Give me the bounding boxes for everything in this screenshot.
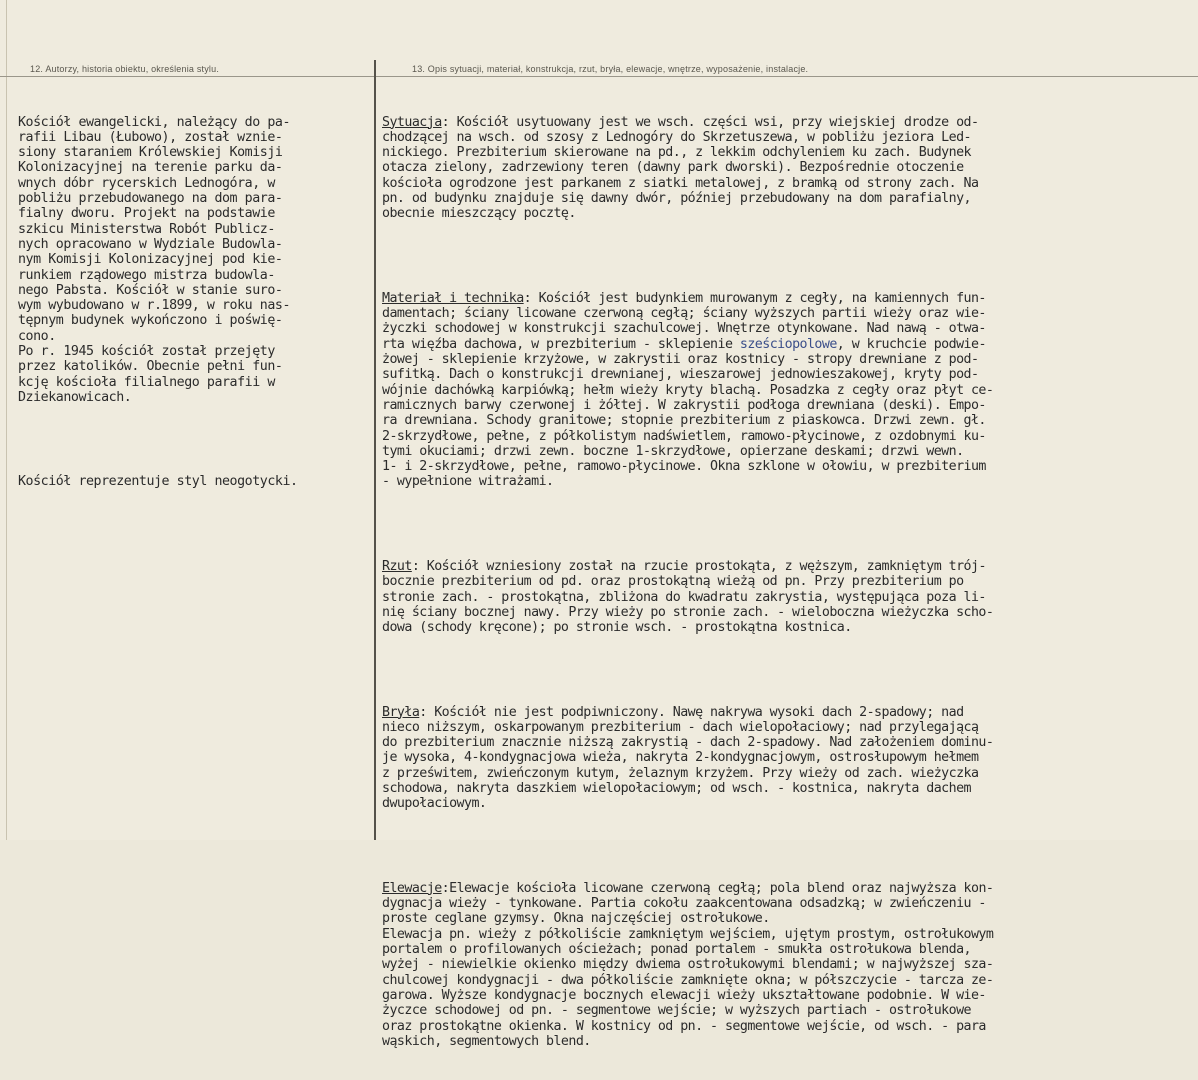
history-column <box>18 84 370 520</box>
material-highlight: sześciopolowe <box>739 336 837 352</box>
material-text-a: : Kościół jest budynkiem murowanym z cegły, na kamiennych fun- damentach; ściany licowane czerwoną cegłą; ściany wyższych partii wieży oraz wie- życzki schodowej w konstrukcji szachulcowej. Wnętrze otynkowane. Nad nawą - otwa- rta więźba dachowa, w prezbiterium - sklepienie <box>382 290 986 352</box>
section-bryla <box>382 705 1194 812</box>
material-heading: Materiał i technika <box>382 290 524 306</box>
section-rzut <box>382 559 1194 635</box>
field-12-header: 12. Autorzy, historia obiektu, określenia stylu. <box>30 64 220 74</box>
rzut-heading: Rzut <box>382 558 412 574</box>
section-elewacje <box>382 881 1194 1049</box>
spacer <box>382 520 1194 528</box>
sytuacja-text: : Kościół usytuowany jest we wsch. części wsi, przy wiejskiej drodze od- chodzącej na wsch. od szosy z Lednogóry do Skrzetuszewa, w pobliżu jeziora Led- nickiego. Prezbiterium skierowane na pd., z lekkim odchyleniem ku zach. Budynek otacza zielony, zadrzewiony teren (dawny park dworski). Bezpośrednie otoczenie kościoła ogrodzone jest parkanem z siatki metalowej, z bramką od strony zach. Na pn. od budynku znajduje się dawny dwór, później przebudowany na dom parafialny, obecnie mieszczący pocztę. <box>382 114 979 222</box>
elewacje-heading: Elewacje <box>382 880 442 896</box>
spacer <box>382 252 1194 260</box>
spacer <box>18 436 370 444</box>
history-text: Kościół ewangelicki, należący do pa- rafii Libau (Łubowo), został wznie- siony staraniem Królewskiej Komisji Kolonizacyjnej na terenie parku da- wnych dóbr rycerskich Lednogóra, w pobliżu przebudowanego na dom para- fialny dworu. Projekt na podstawie szkicu Ministerstwa Robót Publicz- nych opracowano w Wydziale Budowla- nym Komisji Kolonizacyjnej pod kie- runkiem rządowego mistrza budowla- nego Pabsta. Kościół w stanie suro- wym wybudowano w r.1899, w roku nas- tępnym budynek wykończono i poświę- cono. Po r. 1945 kościół został przejęty przez katolików. Obecnie pełni fun- kcję kościoła filialnego parafii w Dziekanowicach. <box>18 114 290 405</box>
spacer <box>382 842 1194 850</box>
section-sytuacja <box>382 115 1194 222</box>
field-13-header: 13. Opis sytuacji, materiał, konstrukcja, rzut, bryła, elewacje, wnętrze, wyposażenie, instalacje. <box>412 64 809 74</box>
bryla-heading: Bryła <box>382 704 420 720</box>
style-text: Kościół reprezentuje styl neogotycki. <box>18 474 298 490</box>
page-edge <box>6 0 7 840</box>
header-rule <box>0 76 1198 77</box>
material-text-b: , w kruchcie podwie- żowej - sklepienie krzyżowe, w zakrystii oraz kostnicy - stropy drewniane z pod- sufitką. Dach o konstrukcji drewnianej, wieszarowej jednowieszakowej, kryty pod- wójnie dachówką karpiówką; hełm wieży kryty blachą. Posadzka z cegły oraz płyt ce- ramicznych barwy czerwonej i żółtej. W zakrystii podłoga drewniana (deski). Empo- ra drewniana. Schody granitowe; stopnie prezbiterium z piaskowca. Drzwi zewn. gł. 2-skrzydłowe, pełne, z półkolistym nadświetlem, ramowo-płycinowe, z ozdobnymi ku- tymi okuciami; drzwi zewn. boczne 1-skrzydłowe, opierzane deskami; drzwi wewn. 1- i 2-skrzydłowe, pełne, ramowo-płycinowe. Okna szklone w ołowiu, w prezbiterium - wypełnione witrażami. <box>382 336 994 490</box>
elewacje-text: :Elewacje kościoła licowane czerwoną cegłą; pola blend oraz najwyższa kon- dygnacja wieży - tynkowane. Partia cokołu zaakcentowana odsadzką; w zwieńczeniu - proste ceglane gzymsy. Okna najczęściej ostrołukowe. Elewacja pn. wieży z półkoliście zamkniętym wejściem, ujętym prostym, ostrołukowym portalem o profilowanych ościeżach; ponad portalem - smukła ostrołukowa blenda, wyżej - niewielkie okienko między dwiema ostrołukowymi blendami; w najwyższej sza- chulcowej kondygnacji - dwa półkoliście zamknięte okna; w półszczycie - tarcza ze- garowa. Wyższe kondygnacje bocznych elewacji wieży ukształtowane podobnie. W wie- życzce schodowej od pn. - segmentowe wejście; w wyższych partiach - ostrołukowe oraz prostokątne okienka. W kostnicy od pn. - segmentowe wejście, od wsch. - para wąskich, segmentowych blend. <box>382 880 994 1049</box>
sytuacja-heading: Sytuacja <box>382 114 442 130</box>
bryla-text: : Kościół nie jest podpiwniczony. Nawę nakrywa wysoki dach 2-spadowy; nad nieco niższym, oskarpowanym prezbiterium - dach wielopołaciowy; nad przylegającą do prezbiterium znacznie niższą zakrystią - dach 2-spadowy. Nad założeniem dominu- je wysoka, 4-kondygnacjowa wieża, nakryta 2-kondygnacjowym, ostrosłupowym hełmem z prześwitem, zwieńczonym kutym, żelaznym krzyżem. Przy wieży od zach. wieżyczka schodowa, nakryta daszkiem wielopołaciowym; od wsch. - kostnica, nakryta dachem dwupołaciowym. <box>382 704 994 812</box>
section-material <box>382 291 1194 490</box>
description-column <box>382 84 1194 1080</box>
column-divider <box>374 60 376 840</box>
rzut-text: : Kościół wzniesiony został na rzucie prostokąta, z węższym, zamkniętym trój- bocznie prezbiterium od pd. oraz prostokątną wieżą od pn. Przy prezbiterium po stronie zach. - prostokątna, zbliżona do kwadratu zakrystia, występująca poza li- nię ściany bocznej nawy. Przy wieży po stronie zach. - wieloboczna wieżyczka scho- dowa (schody kręcone); po stronie wsch. - prostokątna kostnica. <box>382 558 994 636</box>
spacer <box>382 666 1194 674</box>
